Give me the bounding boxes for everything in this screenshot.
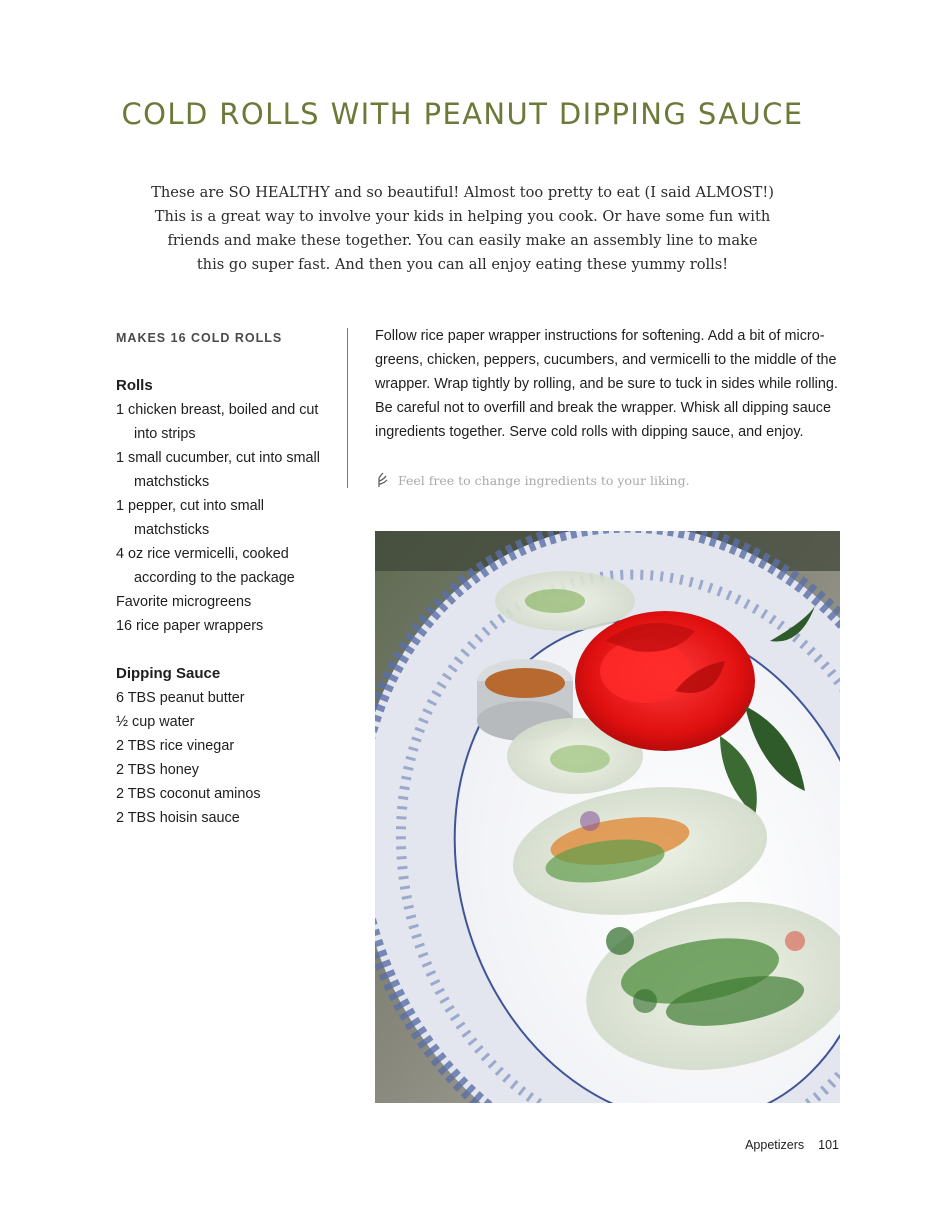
ingredient-item: 2 TBS coconut aminos: [116, 786, 261, 802]
yield-label: MAKES 16 COLD ROLLS: [116, 331, 283, 345]
recipe-photo: [375, 531, 840, 1103]
page-footer: [745, 1138, 839, 1152]
method-line: ingredients together. Serve cold rolls with dipping sauce, and enjoy.: [375, 424, 804, 440]
ingredient-item: 1 pepper, cut into small matchsticks: [116, 498, 264, 538]
intro-line: This is a great way to involve your kids in helping you cook. Or have some fun with: [154, 208, 771, 225]
ingredient-item: Favorite microgreens: [116, 594, 252, 610]
page-number: 101: [818, 1138, 839, 1152]
ingredient-item: 6 TBS peanut butter: [116, 690, 245, 706]
ingredient-item: 2 TBS hoisin sauce: [116, 810, 240, 826]
column-divider: [347, 328, 348, 488]
ingredient-item: ½ cup water: [116, 714, 195, 730]
method-line: greens, chicken, peppers, cucumbers, and vermicelli to the middle of the: [375, 352, 837, 368]
tip-note: [375, 469, 690, 491]
intro-line: friends and make these together. You can easily make an assembly line to make: [167, 232, 758, 249]
ingredient-item: 1 chicken breast, boiled and cut into strips: [116, 402, 319, 442]
ingredient-item: 1 small cucumber, cut into small matchsticks: [116, 450, 320, 490]
rolls-ingredient-list: [116, 398, 341, 638]
sauce-ingredient-list: [116, 686, 341, 830]
ingredient-item: 2 TBS rice vinegar: [116, 738, 235, 754]
ingredient-item: 4 oz rice vermicelli, cooked according to the package: [116, 546, 295, 586]
ingredient-item: 2 TBS honey: [116, 762, 199, 778]
intro-line: These are SO HEALTHY and so beautiful! Almost too pretty to eat (I said ALMOST!): [151, 184, 774, 201]
method-line: Follow rice paper wrapper instructions for softening. Add a bit of micro-: [375, 328, 825, 344]
tip-text: Feel free to change ingredients to your liking.: [398, 472, 690, 488]
ingredients-column: [116, 326, 341, 830]
ingredient-item: 16 rice paper wrappers: [116, 618, 264, 634]
recipe-title: COLD ROLLS WITH PEANUT DIPPING SAUCE: [121, 97, 804, 131]
intro-line: this go super fast. And then you can all enjoy eating these yummy rolls!: [196, 256, 729, 273]
sprout-icon: [375, 472, 389, 488]
method-text: [375, 324, 845, 444]
rolls-heading: Rolls: [116, 377, 153, 394]
recipe-intro: [150, 181, 775, 277]
method-line: Be careful not to overfill and break the wrapper. Whisk all dipping sauce: [375, 400, 831, 416]
sauce-heading: Dipping Sauce: [116, 665, 221, 682]
footer-section: Appetizers: [745, 1138, 805, 1152]
method-line: wrapper. Wrap tightly by rolling, and be sure to tuck in sides while rolling.: [375, 376, 838, 392]
cold-rolls-photo-illustration: [375, 531, 840, 1103]
